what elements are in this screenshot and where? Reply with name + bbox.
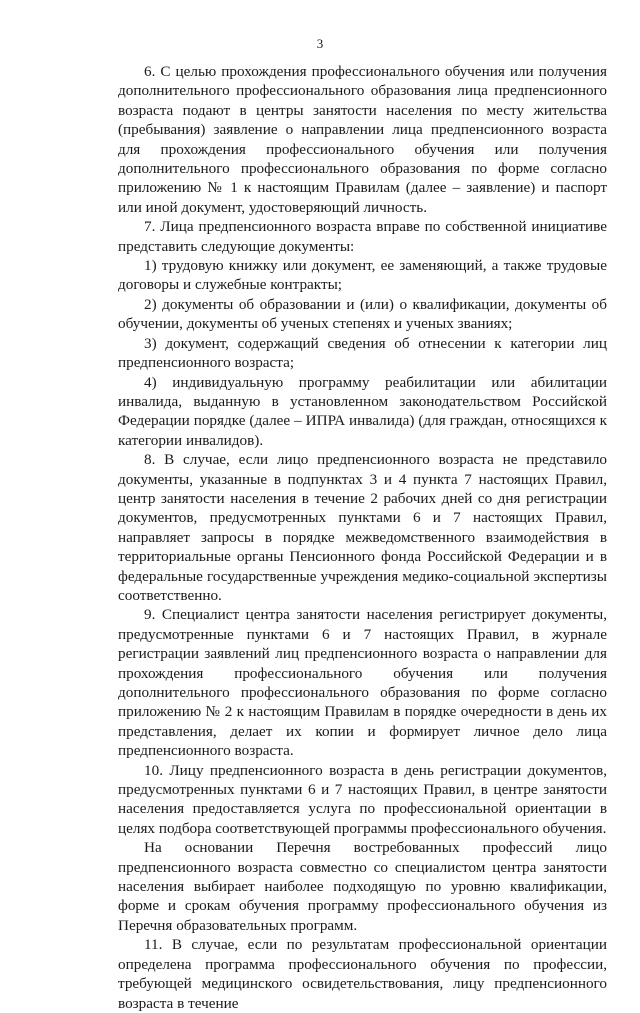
page-number: 3	[316, 36, 324, 51]
paragraph-7-item-3: 3) документ, содержащий сведения об отнесении к категории лиц предпенсионного возраста;	[118, 334, 607, 372]
paragraph-7: 7. Лица предпенсионного возраста вправе по собственной инициативе представить следующие документы:	[118, 218, 607, 255]
paragraph-11: 11. В случае, если по результатам профессиональной ориентации определена программа профессионального обучения по профессии, требующей медицинского освидетельствования, лицу предпенсионного возраста в течение	[118, 936, 607, 1012]
paragraph-7-item-2: 2) документы об образовании и (или) о квалификации, документы об обучении, документы об ученых степенях и ученых званиях;	[118, 295, 607, 333]
document-body	[118, 62, 607, 1013]
paragraph-7-item-4: 4) индивидуальную программу реабилитации или абилитации инвалида, выданную в установленном законодательством Российской Федерации порядке (далее – ИПРА инвалида) (для граждан, относящихся к категории инвалидов).	[118, 373, 607, 449]
paragraph-6: 6. С целью прохождения профессионального обучения или получения дополнительного профессионального образования лица предпенсионного возраста подают в центры занятости населения по месту жительства (пребывания) заявление о направлении лица предпенсионного возраста для прохождения профессионального обучения или получения дополнительного профессионального образования по форме согласно приложению № 1 к настоящим Правилам (далее – заявление) и паспорт или иной документ, удостоверяющий личность.	[118, 63, 607, 216]
paragraph-9: 9. Специалист центра занятости населения регистрирует документы, предусмотренные пунктами 6 и 7 настоящих Правил, в журнале регистрации заявлений лиц предпенсионного возраста о направлении для прохождения профессионального обучения или получения дополнительного профессионального образования по форме согласно приложению № 2 к настоящим Правилам в порядке очередности в день их представления, делает их копии и формирует личное дело лица предпенсионного возраста.	[118, 606, 607, 760]
paragraph-8: 8. В случае, если лицо предпенсионного возраста не представило документы, указанные в подпунктах 3 и 4 пункта 7 настоящих Правил, центр занятости населения в течение 2 рабочих дней со дня регистрации документов, предусмотренных пунктами 6 и 7 настоящих Правил, направляет запросы в порядке межведомственного взаимодействия в территориальные органы Пенсионного фонда Российской Федерации и в федеральные государственные учреждения медико-социальной экспертизы соответственно.	[118, 451, 607, 604]
paragraph-7-item-1: 1) трудовую книжку или документ, ее заменяющий, а также трудовые договоры и служебные контракты;	[118, 257, 607, 294]
paragraph-10-continuation: На основании Перечня востребованных профессий лицо предпенсионного возраста совместно со специалистом центра занятости населения выбирает наиболее подходящую по уровню квалификации, форме и срокам обучения программу профессионального обучения из Перечня образовательных программ.	[118, 839, 607, 934]
paragraph-10: 10. Лицу предпенсионного возраста в день регистрации документов, предусмотренных пунктами 6 и 7 настоящих Правил, в центре занятости населения предоставляется услуга по профессиональной ориентации в целях подбора соответствующей программы профессионального обучения.	[118, 761, 607, 837]
